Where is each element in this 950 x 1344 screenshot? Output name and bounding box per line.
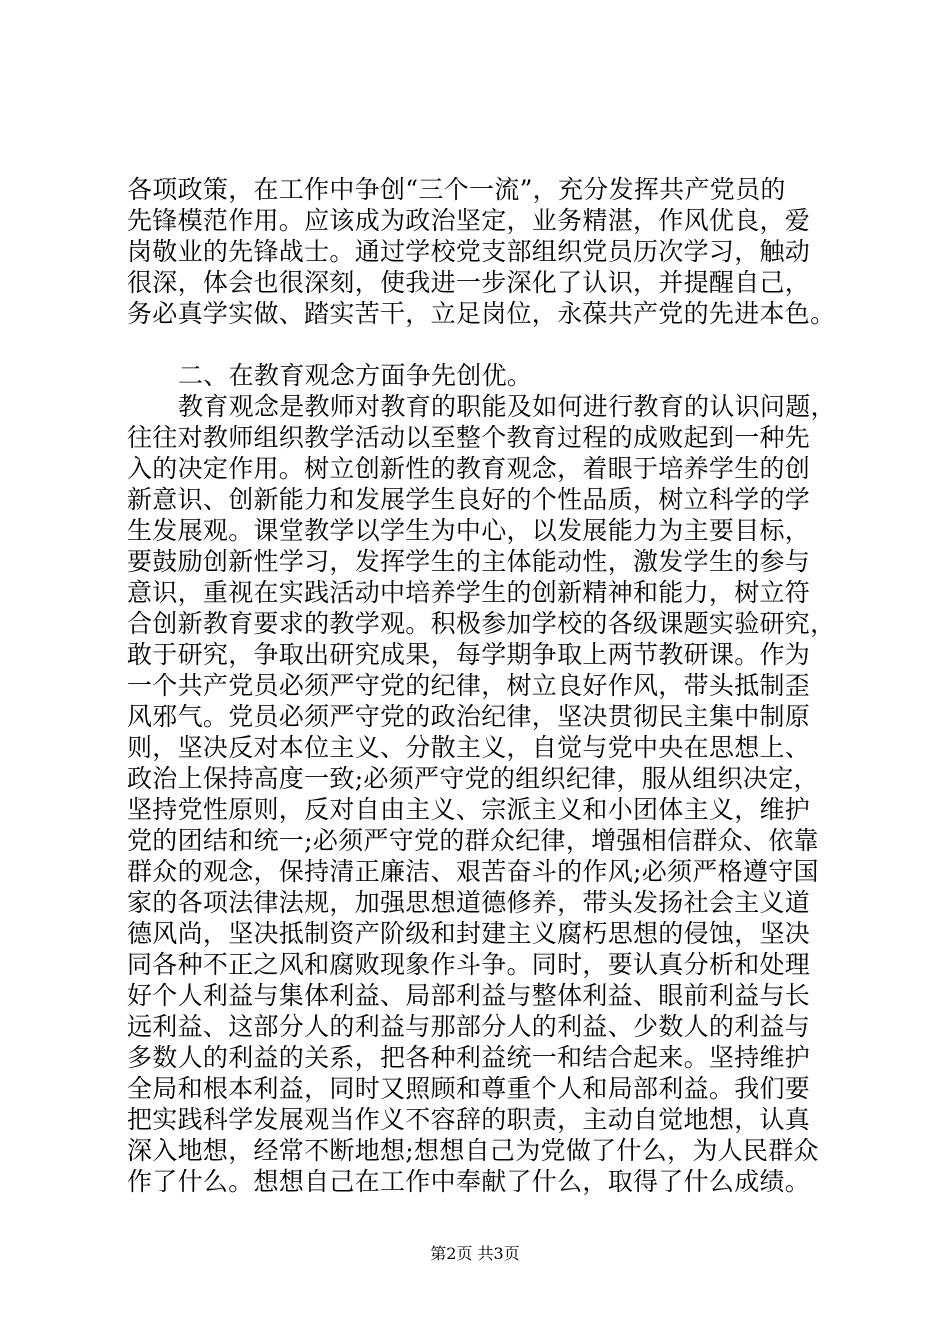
text-line: 意识，重视在实践活动中培养学生的创新精神和能力，树立符 (127, 578, 811, 607)
text-line: 各项政策，在工作中争创“三个一流”，充分发挥共产党员的 (127, 175, 786, 204)
text-line: 同各种不正之风和腐败现象作斗争。同时，要认真分析和处理 (127, 950, 811, 979)
text-line: 合创新教育要求的教学观。积极参加学校的各级课题实验研究， (127, 609, 836, 638)
text-line: 则，坚决反对本位主义、分散主义，自觉与党中央在思想上、 (127, 733, 811, 762)
text-line: 家的各项法律法规，加强思想道德修养，带头发扬社会主义道 (127, 888, 811, 917)
text-line: 往往对教师组织教学活动以至整个教育过程的成败起到一种先 (127, 423, 811, 452)
text-line: 生发展观。课堂教学以学生为中心，以发展能力为主要目标， (127, 516, 811, 545)
text-line: 风邪气。党员必须严守党的政治纪律，坚决贯彻民主集中制原 (127, 702, 811, 731)
text-line: 深入地想，经常不断地想;想想自己为党做了什么，为人民群众 (127, 1136, 819, 1165)
text-line: 多数人的利益的关系，把各种利益统一和结合起来。坚持维护 (127, 1043, 811, 1072)
text-line: 好个人利益与集体利益、局部利益与整体利益、眼前利益与长 (127, 981, 811, 1010)
text-line: 先锋模范作用。应该成为政治坚定，业务精湛，作风优良，爱 (127, 206, 811, 235)
text-line: 德风尚，坚决抵制资产阶级和封建主义腐朽思想的侵蚀，坚决 (127, 919, 811, 948)
text-line: 敢于研究，争取出研究成果，每学期争取上两节教研课。作为 (127, 640, 811, 669)
text-line: 政治上保持高度一致;必须严守党的组织纪律，服从组织决定， (127, 764, 819, 793)
text-line: 作了什么。想想自己在工作中奉献了什么，取得了什么成绩。 (127, 1167, 811, 1196)
text-line: 岗敬业的先锋战士。通过学校党支部组织党员历次学习，触动 (127, 237, 811, 266)
text-line: 远利益、这部分人的利益与那部分人的利益、少数人的利益与 (127, 1012, 811, 1041)
text-line: 全局和根本利益，同时又照顾和尊重个人和局部利益。我们要 (127, 1074, 811, 1103)
text-line: 入的决定作用。树立创新性的教育观念，着眼于培养学生的创 (127, 454, 811, 483)
text-line: 群众的观念，保持清正廉洁、艰苦奋斗的作风;必须严格遵守国 (127, 857, 819, 886)
text-line: 务必真学实做、踏实苦干，立足岗位，永葆共产党的先进本色。 (127, 299, 836, 328)
text-line: 新意识、创新能力和发展学生良好的个性品质，树立科学的学 (127, 485, 811, 514)
text-line: 很深，体会也很深刻，使我进一步深化了认识，并提醒自己， (127, 268, 811, 297)
text-line: 把实践科学发展观当作义不容辞的职责，主动自觉地想，认真 (127, 1105, 811, 1134)
text-line: 教育观念是教师对教育的职能及如何进行教育的认识问题， (178, 392, 836, 421)
text-line: 坚持党性原则，反对自由主义、宗派主义和小团体主义，维护 (127, 795, 811, 824)
text-line: 要鼓励创新性学习，发挥学生的主体能动性，激发学生的参与 (127, 547, 811, 576)
section-heading: 二、在教育观念方面争先创优。 (178, 361, 533, 390)
page-number-footer: 第2页 共3页 (430, 1244, 520, 1263)
text-line: 一个共产党员必须严守党的纪律，树立良好作风，带头抵制歪 (127, 671, 811, 700)
text-line: 党的团结和统一;必须严守党的群众纪律，增强相信群众、依靠 (127, 826, 819, 855)
